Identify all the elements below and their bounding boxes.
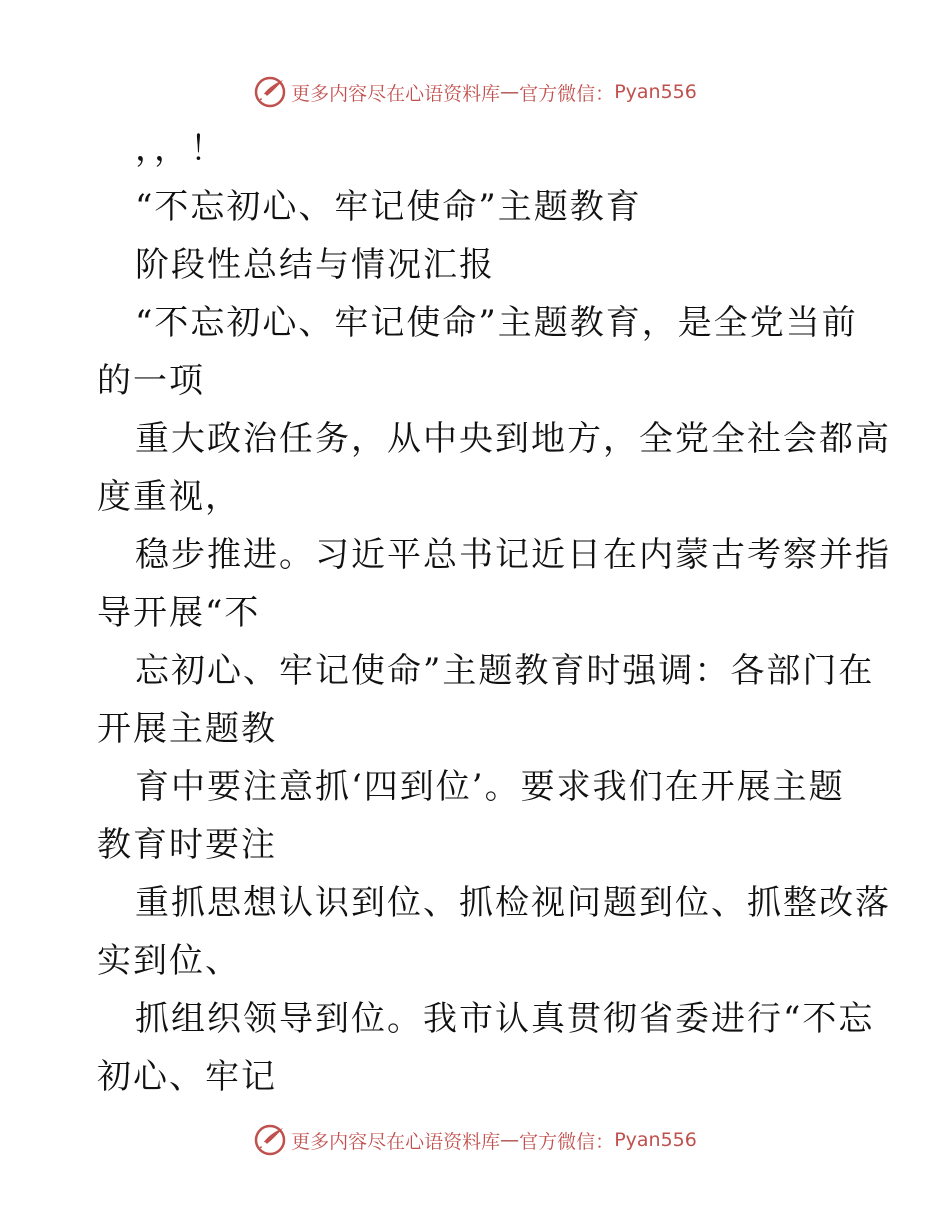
header-watermark-banner — [0, 72, 950, 112]
paragraph — [97, 526, 891, 642]
banner-wechat-handle: Pyan556 — [614, 1129, 697, 1151]
paragraph-line: 抓组织领导到位。我市认真贯彻省委进行“不忘 — [135, 999, 875, 1039]
quill-logo-icon — [253, 75, 287, 109]
paragraph-continuation: 初心、牢记 — [97, 1057, 277, 1097]
document-title — [97, 178, 857, 236]
paragraph-line: 育中要注意抓‘四到位’。要求我们在开展主题 — [135, 767, 845, 807]
quill-logo-icon — [253, 1123, 287, 1157]
banner-wechat-label: 官方微信： — [519, 82, 615, 105]
paragraph-line: 重大政治任务，从中央到地方，全党全社会都高 — [135, 419, 891, 459]
banner-text: 更多内容尽在心语资料库 — [291, 82, 501, 105]
banner-text: 更多内容尽在心语资料库 — [291, 1130, 501, 1153]
paragraph — [97, 874, 891, 990]
paragraph-line: 重抓思想认识到位、抓检视问题到位、抓整改落 — [135, 883, 891, 923]
paragraph-line: 稳步推进。习近平总书记近日在内蒙古考察并指 — [135, 535, 891, 575]
paragraph-continuation: 导开展“不 — [97, 593, 261, 633]
paragraph-continuation: 实到位、 — [97, 941, 241, 981]
paragraph-continuation: 开展主题教 — [97, 709, 277, 749]
paragraph-continuation: 度重视， — [97, 477, 241, 517]
paragraph-line: “不忘初心、牢记使命”主题教育，是全党当前 — [135, 303, 858, 343]
paragraph-continuation: 的一项 — [97, 361, 205, 401]
banner-separator: — — [500, 81, 520, 103]
paragraph — [97, 294, 857, 410]
paragraph-line: 忘初心、牢记使命”主题教育时强调：各部门在 — [135, 651, 875, 691]
footer-watermark-banner — [0, 1120, 950, 1160]
paragraph — [97, 758, 857, 874]
document-subtitle — [97, 236, 857, 294]
paragraph — [97, 642, 875, 758]
banner-wechat-handle: Pyan556 — [614, 81, 697, 103]
paragraph — [97, 410, 891, 526]
paragraph-line: ，，！ — [135, 129, 226, 169]
document-body — [97, 120, 891, 1106]
paragraph — [97, 120, 857, 178]
banner-wechat-label: 官方微信： — [519, 1130, 615, 1153]
banner-separator: — — [500, 1129, 520, 1151]
paragraph — [97, 990, 875, 1106]
paragraph-line: 阶段性总结与情况汇报 — [135, 245, 495, 285]
paragraph-line: “不忘初心、牢记使命”主题教育 — [135, 187, 642, 227]
paragraph-continuation: 教育时要注 — [97, 825, 277, 865]
